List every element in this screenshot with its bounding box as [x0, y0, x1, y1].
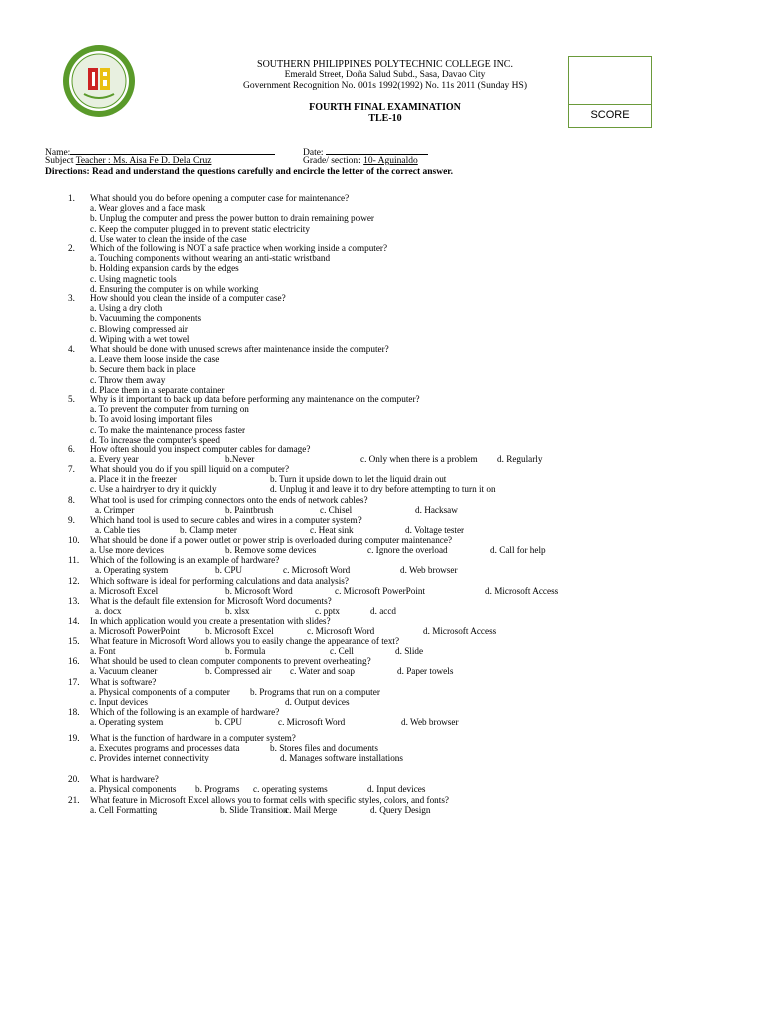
question-number: 6.	[68, 444, 75, 454]
question-number: 18.	[68, 707, 80, 717]
answer-option[interactable]: c. Heat sink	[310, 525, 354, 536]
answer-option[interactable]: d. Place them in a separate container	[90, 384, 225, 395]
answer-option[interactable]: d. Wiping with a wet towel	[90, 333, 190, 344]
answer-option[interactable]: d. Ensuring the computer is on while working	[90, 283, 259, 294]
answer-option[interactable]: a. docx	[95, 606, 122, 617]
question-stem: Which of the following is an example of hardware?	[90, 555, 280, 565]
grade-label: Grade/ section:	[303, 156, 364, 166]
answer-option[interactable]: c. Water and soap	[290, 666, 355, 677]
question-stem: What is the function of hardware in a computer system?	[90, 733, 296, 743]
question-number: 1.	[68, 193, 75, 203]
exam-title: FOURTH FINAL EXAMINATION	[309, 102, 461, 113]
answer-option[interactable]: b. CPU	[215, 717, 243, 728]
date-line	[326, 145, 428, 155]
answer-option[interactable]: d. Input devices	[367, 784, 426, 795]
question-stem: What should you do before opening a computer case for maintenance?	[90, 193, 350, 203]
school-address: Emerald Street, Doña Salud Subd., Sasa, Davao City	[284, 70, 486, 80]
answer-option[interactable]: b. Compressed air	[205, 666, 272, 677]
score-label: SCORE	[590, 109, 630, 121]
question-number: 7.	[68, 464, 75, 474]
answer-option[interactable]: c. pptx	[315, 606, 341, 617]
answer-option[interactable]: a. Use more devices	[90, 545, 164, 556]
answer-option[interactable]: c. Only when there is a problem	[360, 454, 478, 465]
answer-option[interactable]: d. Query Design	[370, 805, 431, 816]
answer-option[interactable]: d. Slide	[395, 646, 424, 657]
answer-option[interactable]: b. Paintbrush	[225, 505, 274, 516]
answer-option[interactable]: d. Voltage tester	[405, 525, 465, 536]
answer-option[interactable]: d. accd	[370, 606, 397, 617]
answer-option[interactable]: b. Microsoft Word	[225, 586, 293, 597]
answer-option[interactable]: a. Font	[90, 646, 116, 657]
subject-teacher	[45, 156, 211, 167]
answer-option[interactable]: b. Unplug the computer and press the power button to drain remaining power	[90, 213, 374, 224]
question-number: 15.	[68, 636, 80, 646]
question-number: 2.	[68, 243, 75, 253]
name-line	[70, 145, 275, 155]
score-box-divider	[569, 104, 651, 105]
answer-option[interactable]: b. CPU	[215, 565, 243, 576]
answer-option[interactable]: c. Throw them away	[90, 374, 166, 385]
answer-option[interactable]: d. Web browser	[400, 565, 458, 576]
answer-option[interactable]: d. Unplug it and leave it to dry before attempting to turn it on	[270, 484, 496, 495]
grade-section	[303, 156, 418, 167]
score-box	[568, 56, 652, 128]
answer-option[interactable]: b. Secure them back in place	[90, 364, 196, 375]
answer-option[interactable]: c. To make the maintenance process faster	[90, 424, 246, 435]
question-stem: What should be done with unused screws after maintenance inside the computer?	[90, 344, 389, 354]
question-stem: Which software is ideal for performing calculations and data analysis?	[90, 576, 349, 586]
answer-option[interactable]: a. Every year	[90, 454, 139, 465]
question-number: 12.	[68, 576, 80, 586]
answer-option[interactable]: d. Microsoft Access	[485, 586, 559, 597]
answer-option[interactable]: a. Touching components without wearing an anti-static wristband	[90, 253, 331, 264]
government-recognition: Government Recognition No. 001s 1992(1992) No. 11s 2011 (Sunday HS)	[242, 81, 527, 91]
answer-option[interactable]: b. Microsoft Excel	[205, 626, 274, 637]
answer-option[interactable]: c. Keep the computer plugged in to prevent static electricity	[90, 223, 310, 234]
answer-option[interactable]: d. Web browser	[401, 717, 459, 728]
question-stem: What feature in Microsoft Word allows you to easily change the appearance of text?	[90, 636, 400, 646]
question-stem: How often should you inspect computer cables for damage?	[90, 444, 311, 454]
question-stem: How should you clean the inside of a computer case?	[90, 293, 286, 303]
answer-option[interactable]: c. operating systems	[253, 784, 328, 795]
answer-option[interactable]: c. Ignore the overload	[367, 545, 448, 556]
school-seal-icon	[62, 44, 136, 118]
answer-option[interactable]: c. Microsoft PowerPoint	[335, 586, 426, 597]
answer-option[interactable]: a. Operating system	[90, 717, 164, 728]
answer-option[interactable]: c. Provides internet connectivity	[90, 753, 209, 764]
question-stem: Why is it important to back up data before performing any maintenance on the computer?	[90, 394, 420, 404]
answer-option[interactable]: a. Executes programs and processes data	[90, 743, 240, 754]
answer-option[interactable]: d. Regularly	[497, 454, 543, 465]
question-number: 17.	[68, 677, 80, 687]
answer-option[interactable]: a. Microsoft Excel	[90, 586, 159, 597]
answer-option[interactable]: a. Place it in the freezer	[90, 474, 177, 485]
answer-option[interactable]: b. xlsx	[225, 606, 250, 617]
answer-option[interactable]: d. Use water to clean the inside of the case	[90, 233, 247, 244]
question-stem: What feature in Microsoft Excel allows you to format cells with specific styles, colors, and fonts?	[90, 795, 449, 805]
question-stem: In which application would you create a presentation with slides?	[90, 616, 331, 626]
answer-option[interactable]: c. Using magnetic tools	[90, 273, 177, 284]
subject-code: TLE-10	[368, 113, 402, 124]
answer-option[interactable]: d. Call for help	[490, 545, 546, 556]
answer-option[interactable]: d. Manages software installations	[280, 753, 403, 764]
date-label: Date:	[303, 148, 324, 158]
question-stem: What is the default file extension for Microsoft Word documents?	[90, 596, 332, 606]
question-number: 5.	[68, 394, 75, 404]
question-number: 16.	[68, 656, 80, 666]
answer-option[interactable]: c. Microsoft Word	[307, 626, 375, 637]
answer-option[interactable]: a. To prevent the computer from turning on	[90, 404, 249, 415]
answer-option[interactable]: d. Microsoft Access	[423, 626, 497, 637]
answer-option[interactable]: a. Cable ties	[95, 525, 141, 536]
answer-option[interactable]: b. Clamp meter	[180, 525, 237, 536]
answer-option[interactable]: c. Blowing compressed air	[90, 323, 188, 334]
subject-teacher-label: Subject	[45, 156, 76, 166]
answer-option[interactable]: a. Physical components of a computer	[90, 687, 230, 698]
question-stem: Which of the following is NOT a safe practice when working inside a computer?	[90, 243, 388, 253]
question-stem: What should be done if a power outlet or power strip is overloaded during computer maintenance?	[90, 535, 453, 545]
answer-option[interactable]: b. Remove some devices	[225, 545, 317, 556]
answer-option[interactable]: b. Stores files and documents	[270, 743, 378, 754]
answer-option[interactable]: c. Microsoft Word	[278, 717, 346, 728]
question-number: 20.	[68, 774, 80, 784]
answer-option[interactable]: c. Use a hairdryer to dry it quickly	[90, 484, 217, 495]
answer-option[interactable]: d. Output devices	[285, 697, 350, 708]
grade-value: 10- Aguinaldo	[363, 156, 418, 166]
answer-option[interactable]: a. Physical components	[90, 784, 177, 795]
answer-option[interactable]: d. Paper towels	[397, 666, 454, 677]
question-stem: What is software?	[90, 677, 157, 687]
answer-option[interactable]: a. Vacuum cleaner	[90, 666, 158, 677]
answer-option[interactable]: a. Microsoft PowerPoint	[90, 626, 181, 637]
question-number: 11.	[68, 555, 80, 565]
answer-option[interactable]: b. To avoid losing important files	[90, 414, 213, 425]
question-number: 4.	[68, 344, 75, 354]
answer-option[interactable]: a. Using a dry cloth	[90, 303, 163, 314]
answer-option[interactable]: a. Crimper	[95, 505, 135, 516]
question-stem: What should be used to clean computer components to prevent overheating?	[90, 656, 371, 666]
answer-option[interactable]: b. Turn it upside down to let the liquid drain out	[270, 474, 447, 485]
answer-option[interactable]: b. Programs that run on a computer	[250, 687, 380, 698]
directions: Directions: Read and understand the questions carefully and encircle the letter of the correct answer.	[45, 167, 454, 177]
question-stem: What tool is used for crimping connectors onto the ends of network cables?	[90, 495, 368, 505]
answer-option[interactable]: d. Hacksaw	[415, 505, 458, 516]
answer-option[interactable]: c. Input devices	[90, 697, 148, 708]
question-stem: What is hardware?	[90, 774, 159, 784]
answer-option[interactable]: a. Operating system	[95, 565, 169, 576]
name-label: Name:	[45, 148, 71, 158]
question-number: 10.	[68, 535, 80, 545]
question-stem: What should you do if you spill liquid on a computer?	[90, 464, 290, 474]
school-name: SOUTHERN PHILIPPINES POLYTECHNIC COLLEGE INC.	[257, 59, 513, 70]
question-number: 13.	[68, 596, 80, 606]
question-number: 19.	[68, 733, 80, 743]
answer-option[interactable]: a. Cell Formatting	[90, 805, 158, 816]
question-number: 14.	[68, 616, 80, 626]
question-number: 8.	[68, 495, 75, 505]
answer-option[interactable]: a. Wear gloves and a face mask	[90, 203, 206, 214]
answer-option[interactable]: b.Never	[225, 454, 255, 465]
subject-teacher-value: Teacher : Ms. Aisa Fe D. Dela Cruz	[75, 156, 212, 166]
question-number: 21.	[68, 795, 80, 805]
answer-option[interactable]: a. Leave them loose inside the case	[90, 354, 220, 365]
answer-option[interactable]: b. Slide Transition	[220, 805, 288, 816]
question-number: 9.	[68, 515, 75, 525]
answer-option[interactable]: b. Vacuuming the components	[90, 313, 202, 324]
answer-option[interactable]: c. Chisel	[320, 505, 353, 516]
answer-option[interactable]: b. Holding expansion cards by the edges	[90, 263, 239, 274]
question-stem: Which of the following is an example of hardware?	[90, 707, 280, 717]
answer-option[interactable]: d. To increase the computer's speed	[90, 434, 220, 445]
question-number: 3.	[68, 293, 75, 303]
answer-option[interactable]: b. Programs	[195, 784, 240, 795]
answer-option[interactable]: c. Microsoft Word	[283, 565, 351, 576]
answer-option[interactable]: c. Mail Merge	[285, 805, 338, 816]
answer-option[interactable]: b. Formula	[225, 646, 266, 657]
question-stem: Which hand tool is used to secure cables and wires in a computer system?	[90, 515, 362, 525]
answer-option[interactable]: c. Cell	[330, 646, 354, 657]
